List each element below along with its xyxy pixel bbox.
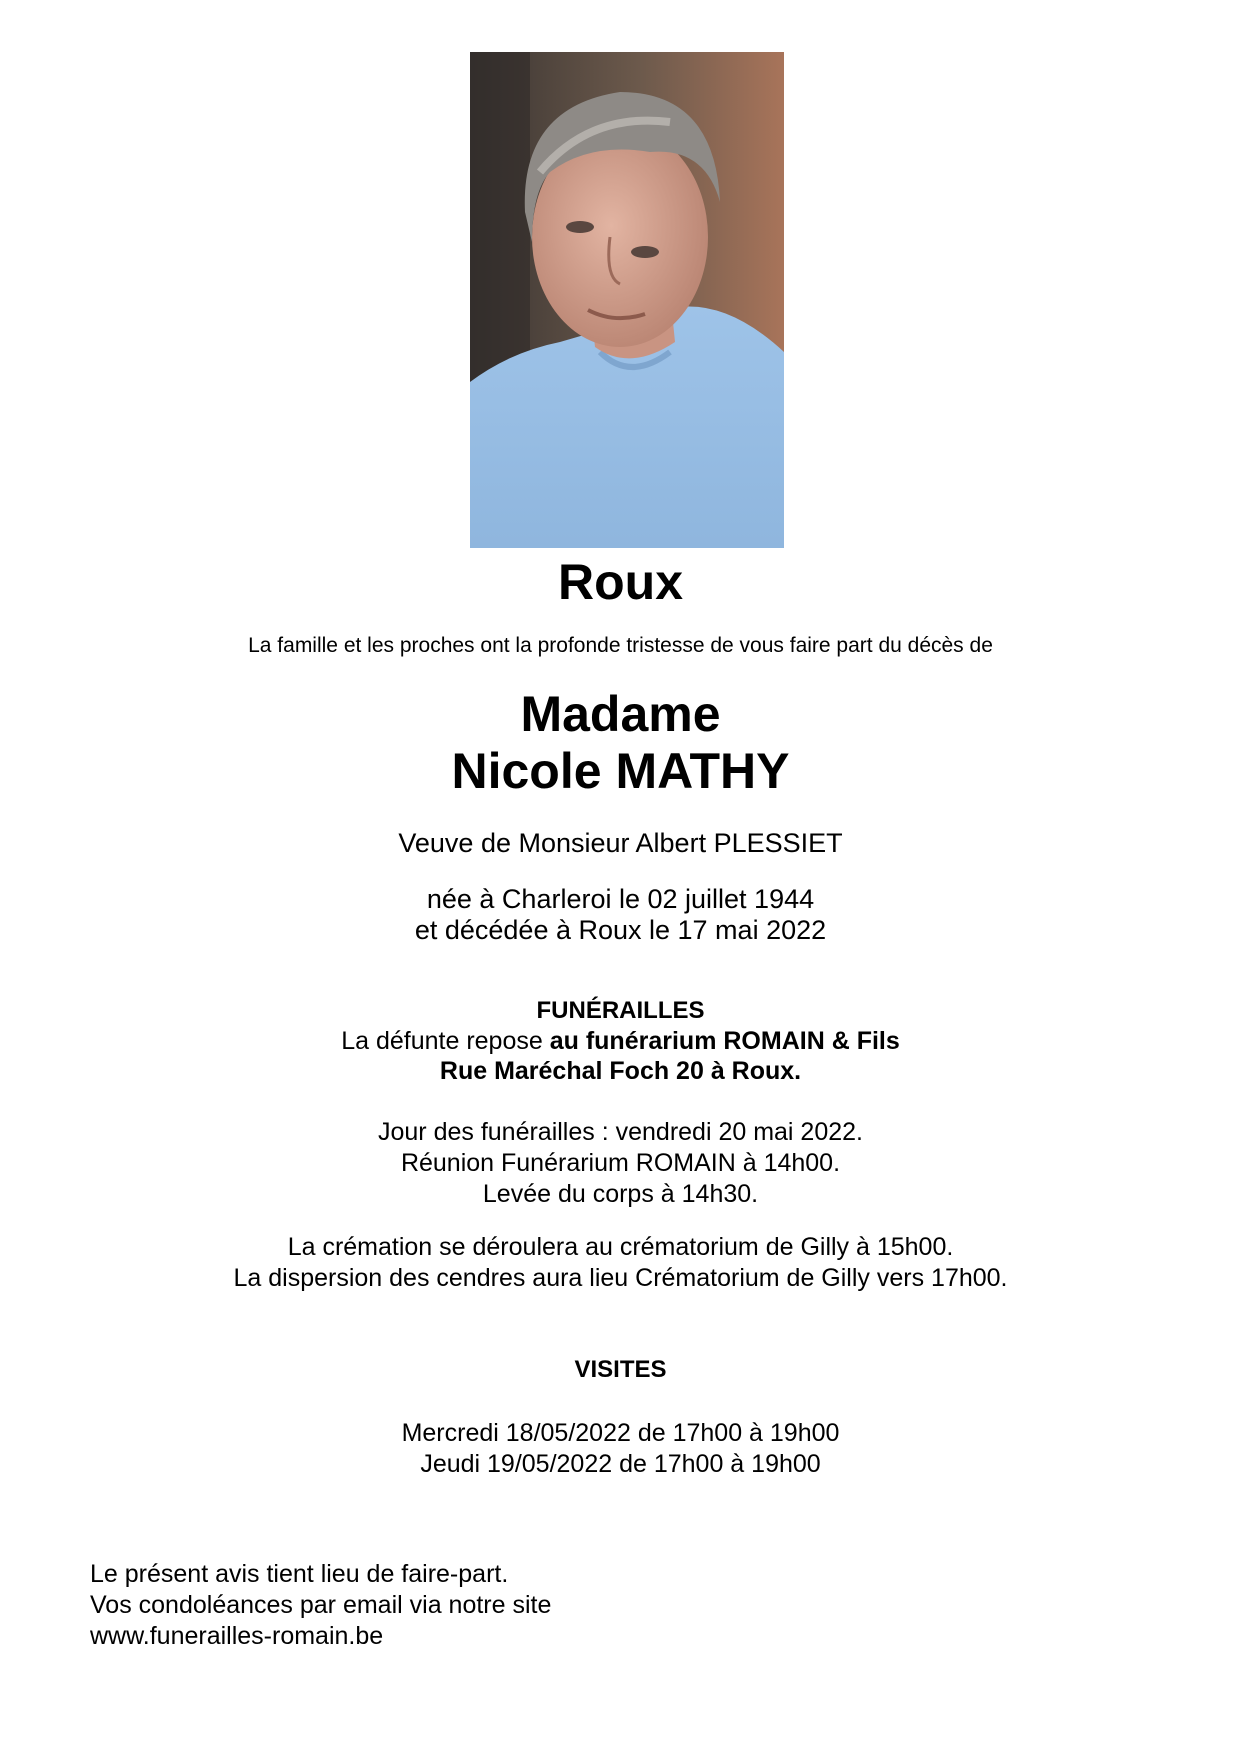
funeral-meeting: Réunion Funérarium ROMAIN à 14h00.	[400, 1149, 841, 1177]
footer-line-1: Le présent avis tient lieu de faire-part.	[90, 1560, 509, 1588]
portrait-image	[470, 52, 784, 548]
deceased-name-block	[0, 686, 1241, 800]
death-line: et décédée à Roux le 17 mai 2022	[414, 915, 827, 945]
funeral-lifting: Levée du corps à 14h30.	[482, 1180, 759, 1208]
footer-line-2: Vos condoléances par email via notre site	[90, 1591, 552, 1619]
birth-line: née à Charleroi le 02 juillet 1944	[426, 884, 815, 914]
funerals-schedule	[0, 1117, 1241, 1210]
rest-prefix: La défunte repose	[341, 1027, 550, 1055]
footer-website-link[interactable]: www.funerailles-romain.be	[90, 1622, 384, 1650]
cremation-info	[0, 1232, 1241, 1294]
rest-place: au funérarium ROMAIN & Fils	[549, 1027, 900, 1055]
funerals-heading: FUNÉRAILLES	[536, 997, 705, 1024]
funerals-location	[0, 1026, 1241, 1086]
visit-slot: Jeudi 19/05/2022 de 17h00 à 19h00	[420, 1450, 821, 1478]
visit-slot: Mercredi 18/05/2022 de 17h00 à 19h00	[401, 1419, 840, 1447]
dispersion-line: La dispersion des cendres aura lieu Crématorium de Gilly vers 17h00.	[233, 1264, 1008, 1292]
funeral-day: Jour des funérailles : vendredi 20 mai 2022.	[377, 1118, 863, 1146]
cremation-line: La crémation se déroulera au crématorium de Gilly à 15h00.	[287, 1233, 954, 1261]
visits-list	[0, 1418, 1241, 1480]
deceased-title: Madame	[520, 686, 721, 742]
widow-line: Veuve de Monsieur Albert PLESSIET	[398, 828, 843, 858]
funerarium-address: Rue Maréchal Foch 20 à Roux.	[439, 1057, 802, 1085]
visits-heading: VISITES	[574, 1356, 667, 1383]
deceased-full-name: Nicole MATHY	[451, 743, 790, 799]
rest-line	[0, 1026, 1241, 1056]
footer-notice	[90, 1559, 551, 1652]
life-dates	[0, 884, 1241, 946]
portrait-photo	[470, 52, 784, 548]
place-heading: Roux	[558, 554, 683, 610]
announcement-intro: La famille et les proches ont la profonde tristesse de vous faire part du décès de	[248, 634, 993, 657]
